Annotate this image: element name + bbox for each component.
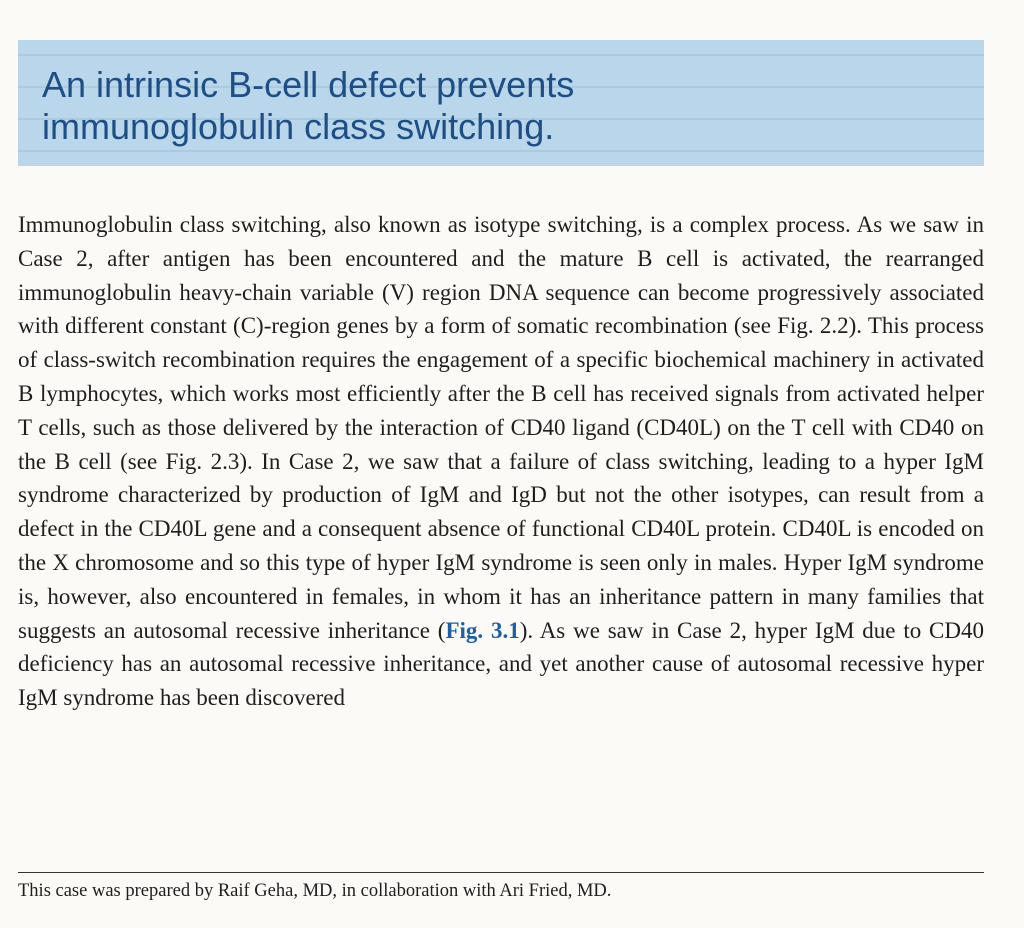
section-heading-band: [18, 40, 984, 166]
body-text-part-2: ). As we saw in Case 2, hyper IgM due to CD40 deficiency has an autosomal recessive inheritance, and yet another cause of autosomal recessive hyper IgM syndrome has been discovered: [18, 617, 984, 711]
bleed-through-line: [18, 54, 984, 56]
body-text-part-1: Immunoglobulin class switching, also known as isotype switching, is a complex process. As we saw in Case 2, after antigen has been encountered and the mature B cell is activated, the rearranged immunoglobulin heavy-chain variable (V) region DNA sequence can become progressively associated with different constant (C)-region genes by a form of somatic recombination (see Fig. 2.2). This process of class-switch recombination requires the engagement of a specific biochemical machinery in activated B lymphocytes, which works most efficiently after the B cell has received signals from activated helper T cells, such as those delivered by the interaction of CD40 ligand (CD40L) on the T cell with CD40 on the B cell (see Fig. 2.3). In Case 2, we saw that a failure of class switching, leading to a hyper IgM syndrome characterized by production of IgM and IgD but not the other isotypes, can result from a defect in the CD40L gene and a consequent absence of functional CD40L protein. CD40L is encoded on the X chromosome and so this type of hyper IgM syndrome is seen only in males. Hyper IgM syndrome is, however, also encountered in females, in whom it has an inheritance pattern in many families that suggests an autosomal recessive inheritance (: [18, 212, 984, 643]
section-heading: An intrinsic B-cell defect prevents immunoglobulin class switching.: [42, 64, 575, 147]
bleed-through-line: [18, 150, 984, 152]
body-paragraph: [18, 208, 984, 715]
footnote-divider: [18, 872, 984, 873]
footnote: This case was prepared by Raif Geha, MD, in collaboration with Ari Fried, MD.: [18, 881, 612, 901]
figure-reference-link[interactable]: Fig. 3.1: [445, 617, 520, 643]
